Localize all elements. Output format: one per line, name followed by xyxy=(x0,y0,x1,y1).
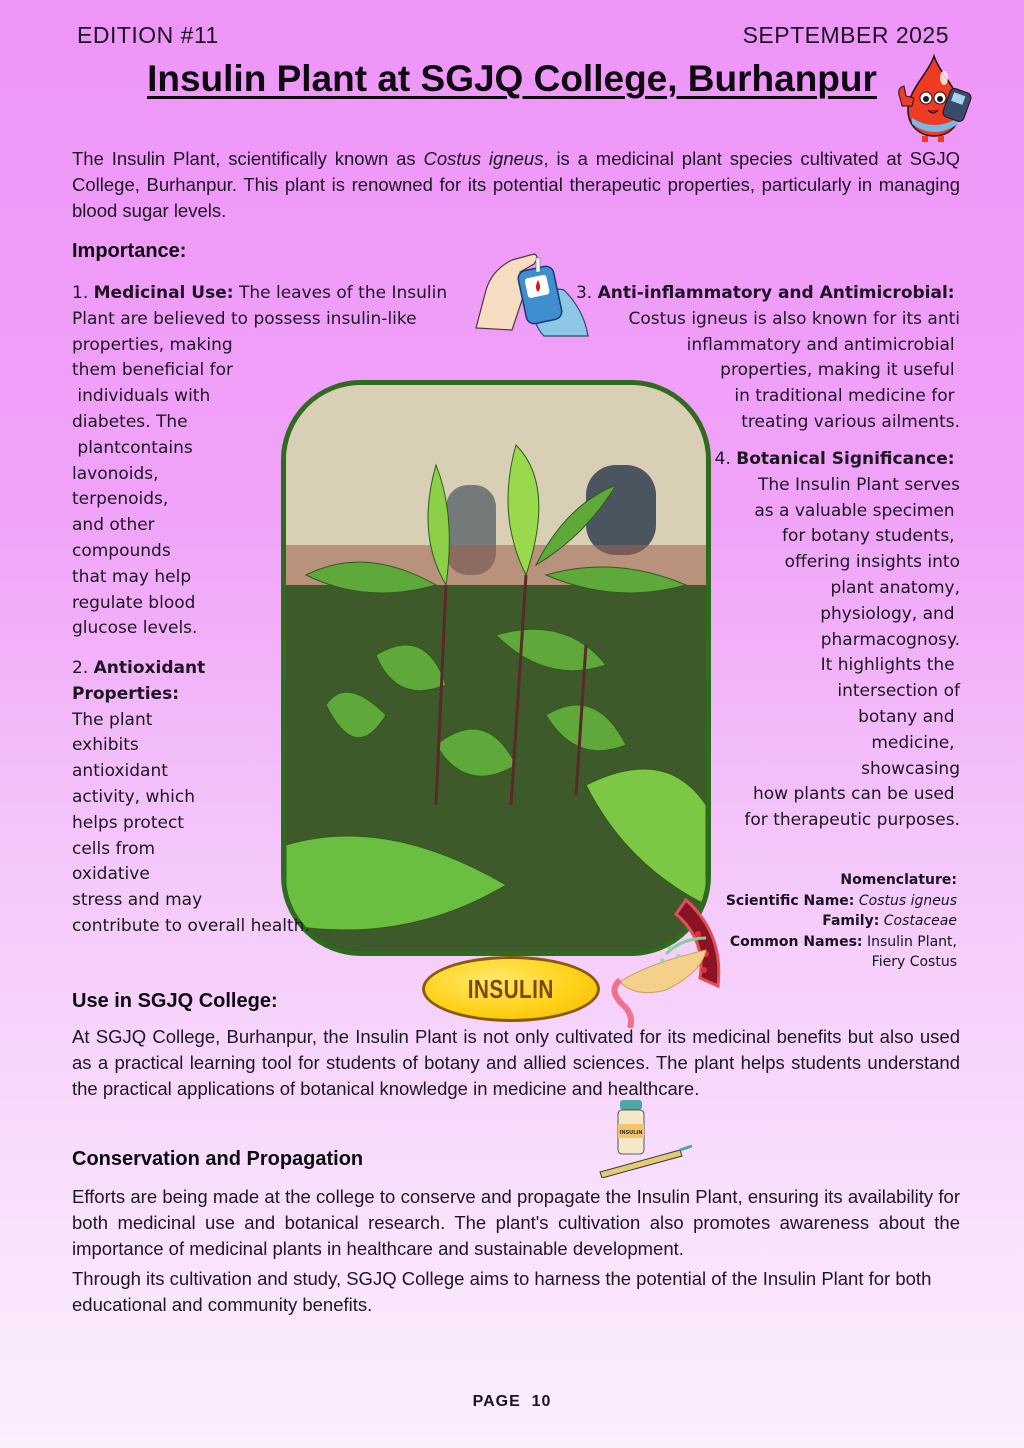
item-line: activity, which xyxy=(72,786,195,807)
item-line: contribute to overall health. xyxy=(72,915,310,936)
item-line: in traditional medicine for xyxy=(734,386,960,407)
item-title: Botanical Significance: xyxy=(736,449,955,469)
item-title: Medicinal Use: xyxy=(93,283,234,303)
item-title: Antioxidant xyxy=(93,658,206,678)
item-line: for botany students, xyxy=(782,526,960,547)
item-line: Costus igneus is also known for its anti xyxy=(628,308,960,329)
item-line: The Insulin Plant serves xyxy=(758,474,960,495)
item-line: as a valuable specimen xyxy=(754,500,960,521)
intro-scientific-name: Costus igneus xyxy=(423,148,544,169)
conservation-paragraph: Efforts are being made at the college to conserve and propagate the Insulin Plant, ensuring its availability for both medicinal use and botanical research. The plant's cultivation also promotes awareness about the importance of medicinal plants in healthcare and sustainable development. xyxy=(72,1186,960,1259)
item-line: offering insights into xyxy=(784,552,960,573)
importance-heading: Importance: xyxy=(72,240,187,262)
item-line: compounds xyxy=(72,540,171,561)
item-line: treating various ailments. xyxy=(741,411,960,432)
common-names-value: Insulin Plant, xyxy=(867,933,957,950)
use-paragraph: At SGJQ College, Burhanpur, the Insulin Plant is not only cultivated for its medicinal benefits but also used as a practical learning tool for students of botany and allied sciences. The plant helps students understand the practical applications of botanical knowledge in medicine and healthcare. xyxy=(72,1026,960,1099)
pancreas-blood-vessel-icon xyxy=(606,894,730,1028)
use-heading: Use in SGJQ College: xyxy=(72,990,278,1012)
page-number: PAGE 10 xyxy=(472,1393,552,1410)
insulin-plant-photo xyxy=(281,380,711,956)
family-value: Costaceae xyxy=(883,913,957,929)
item-line: properties, making it useful xyxy=(720,360,960,381)
item-line: helps protect xyxy=(72,812,184,833)
conservation-heading: Conservation and Propagation xyxy=(72,1148,364,1170)
item-line: showcasing xyxy=(861,758,960,779)
item-line: lavonoids, xyxy=(72,463,159,484)
vial-label: INSULIN xyxy=(619,1130,643,1136)
scientific-name-label: Scientific Name: xyxy=(725,892,855,909)
item-number: 2. xyxy=(72,658,89,678)
item-line: oxidative xyxy=(72,864,150,885)
item-line: for therapeutic purposes. xyxy=(744,810,960,831)
item-title-cont: Properties: xyxy=(72,683,180,704)
item-line: regulate blood xyxy=(72,592,196,613)
insulin-capsule-icon xyxy=(422,956,600,1022)
item-number: 1. xyxy=(72,283,89,303)
item-line: exhibits xyxy=(72,735,139,756)
item-line: pharmacognosy. xyxy=(820,629,960,650)
item-line: Plant are believed to possess insulin-like xyxy=(72,308,417,329)
item-line: plantcontains xyxy=(72,437,193,458)
item-line: botany and xyxy=(858,706,960,727)
item-line: and other xyxy=(72,515,155,536)
item-line: properties, making xyxy=(72,334,233,355)
nomenclature-box xyxy=(697,870,957,973)
intro-paragraph xyxy=(72,146,960,224)
item-line: The leaves of the Insulin xyxy=(238,283,448,303)
common-names-label: Common Names: xyxy=(729,933,863,950)
item-line: plant anatomy, xyxy=(830,577,960,598)
family-label: Family: xyxy=(822,913,880,929)
item-line: stress and may xyxy=(72,890,203,911)
intro-text-cont: , is a medicinal plant species cultivated at SGJQ College, Burhanpur. This plant is renowned for its potential therapeutic properties, particularly in managing blood sugar levels. xyxy=(72,148,961,221)
page-title: Insulin Plant at SGJQ College, Burhanpur xyxy=(147,58,877,99)
insulin-vial-syringe-icon xyxy=(596,1100,696,1178)
item-line: that may help xyxy=(72,566,192,587)
item-line: them beneficial for xyxy=(72,360,234,381)
nomenclature-heading: Nomenclature: xyxy=(840,872,957,888)
item-line: diabetes. The xyxy=(72,411,188,432)
intro-text: The Insulin Plant, scientifically known as xyxy=(72,148,424,169)
item-number: 4. xyxy=(714,449,731,469)
scientific-name-value: Costus igneus xyxy=(858,892,957,909)
item-line: terpenoids, xyxy=(72,489,169,510)
item-line: how plants can be used xyxy=(753,784,960,805)
item-line: intersection of xyxy=(837,681,960,702)
item-line: The plant xyxy=(72,709,153,730)
insulin-capsule-label: INSULIN xyxy=(468,973,554,1004)
issue-date: SEPTEMBER 2025 xyxy=(742,22,949,48)
edition-label: EDITION #11 xyxy=(77,22,219,48)
blood-drop-mascot-icon xyxy=(888,52,978,144)
item-line: glucose levels. xyxy=(72,618,198,639)
item-line: antioxidant xyxy=(72,761,168,782)
item-line: cells from xyxy=(72,838,156,859)
closing-paragraph: Through its cultivation and study, SGJQ College aims to harness the potential of the Insulin Plant for both educational and community benefits. xyxy=(72,1268,932,1315)
item-line: individuals with xyxy=(72,386,211,407)
item-line: medicine, xyxy=(871,732,960,753)
item-title: Anti-inflammatory and Antimicrobial: xyxy=(597,283,955,303)
item-line: It highlights the xyxy=(820,655,960,676)
item-line: inflammatory and antimicrobial xyxy=(686,334,960,355)
plant-illustration-icon xyxy=(286,385,706,951)
item-line: physiology, and xyxy=(820,603,960,624)
item-number: 3. xyxy=(575,283,593,303)
common-names-value-cont: Fiery Costus xyxy=(871,954,957,970)
